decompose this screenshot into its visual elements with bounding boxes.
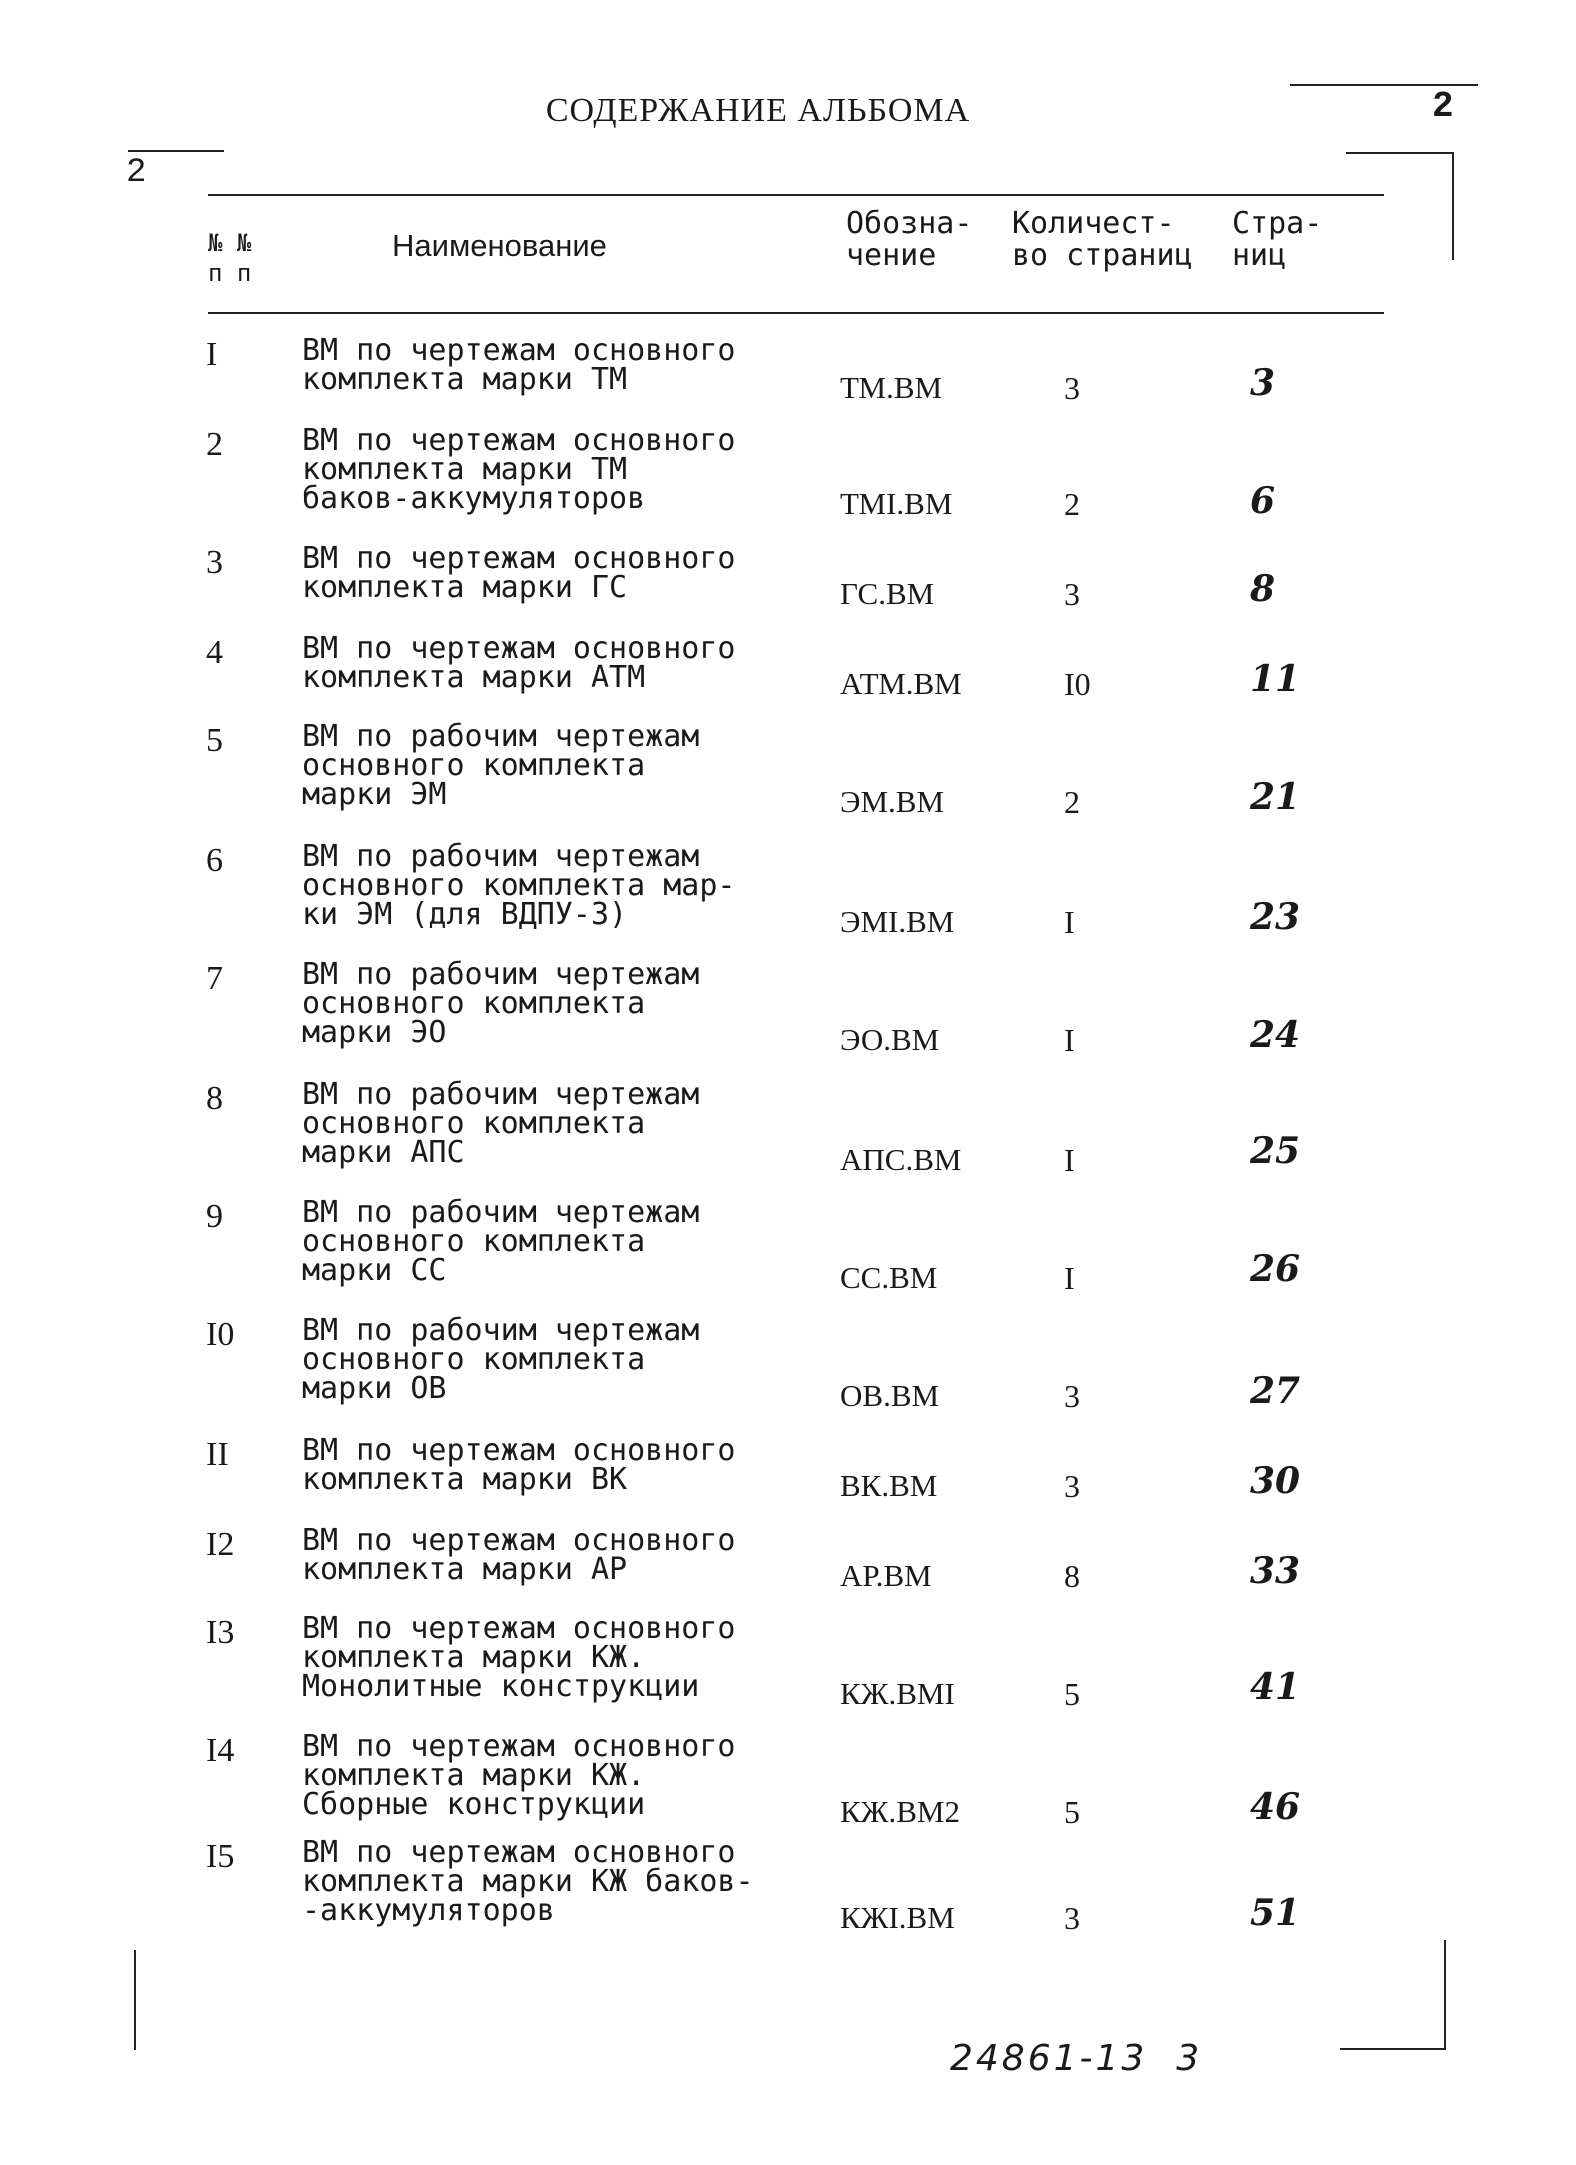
row-code: АР.ВМ (840, 1558, 932, 1593)
frame-left-bottom-vertical (134, 1950, 136, 2050)
row-count: 2 (1064, 486, 1080, 522)
row-count: 3 (1064, 1378, 1080, 1414)
row-page: 24 (1250, 1014, 1301, 1056)
row-count: 5 (1064, 1794, 1080, 1830)
row-name: ВМ по чертежам основного комплекта марки ТМ (302, 333, 736, 397)
table-header-top-rule (208, 194, 1384, 196)
frame-bottom-right-line (1340, 2048, 1446, 2050)
row-name: ВМ по чертежам основного комплекта марки ВК (302, 1433, 736, 1497)
row-number: I (206, 336, 218, 373)
table-header-bottom-rule (208, 312, 1384, 314)
sheet-number-left: 2 (126, 154, 147, 192)
row-number: 4 (206, 634, 223, 671)
row-page: 41 (1250, 1666, 1301, 1708)
row-code: СС.ВМ (840, 1260, 938, 1295)
row-page: 27 (1250, 1370, 1301, 1412)
row-count: 3 (1064, 370, 1080, 406)
row-count: I0 (1064, 666, 1091, 702)
row-count: 3 (1064, 576, 1080, 612)
row-page: 26 (1250, 1248, 1301, 1290)
row-name: ВМ по рабочим чертежам основного комплекта марки СС (302, 1195, 700, 1288)
header-name: Наименование (392, 228, 607, 263)
row-number: I4 (206, 1732, 235, 1769)
row-name: ВМ по чертежам основного комплекта марки КЖ. Сборные конструкции (302, 1729, 736, 1822)
row-code: ВК.ВМ (840, 1468, 938, 1503)
row-number: I3 (206, 1614, 235, 1651)
row-code: ОВ.ВМ (840, 1378, 940, 1413)
row-number: 8 (206, 1080, 223, 1117)
document-code: 24861-13 3 (950, 2038, 1203, 2079)
row-code: ТМI.ВМ (840, 486, 953, 521)
row-number: 6 (206, 842, 223, 879)
row-name: ВМ по рабочим чертежам основного комплекта марки ЭМ (302, 719, 700, 812)
row-name: ВМ по рабочим чертежам основного комплекта мар- ки ЭМ (для ВДПУ-3) (302, 839, 736, 932)
row-count: 3 (1064, 1900, 1080, 1936)
row-count: 5 (1064, 1676, 1080, 1712)
row-code: ТМ.ВМ (840, 370, 943, 405)
row-name: ВМ по чертежам основного комплекта марки ТМ баков-аккумуляторов (302, 423, 736, 516)
row-number: 9 (206, 1198, 223, 1235)
header-pages: Стра- ниц (1232, 206, 1323, 273)
row-name: ВМ по чертежам основного комплекта марки КЖ баков- -аккумуляторов (302, 1835, 754, 1928)
frame-right-top-line (1346, 152, 1454, 154)
page-title: СОДЕРЖАНИЕ АЛЬБОМА (545, 92, 971, 129)
row-page: 3 (1250, 362, 1276, 404)
row-page: 25 (1250, 1130, 1301, 1172)
row-name: ВМ по рабочим чертежам основного комплекта марки АПС (302, 1077, 700, 1170)
header-number: № № п п (208, 229, 252, 287)
frame-right-bottom-vertical (1444, 1940, 1446, 2050)
row-page: 21 (1250, 776, 1301, 818)
header-page-count: Количест- во страниц (1012, 206, 1193, 273)
row-count: I (1064, 1260, 1075, 1296)
row-number: I0 (206, 1316, 235, 1353)
row-page: 6 (1250, 480, 1276, 522)
row-code: ГС.ВМ (840, 576, 935, 611)
row-count: I (1064, 1022, 1075, 1058)
row-name: ВМ по чертежам основного комплекта марки АТМ (302, 631, 736, 695)
row-page: 51 (1250, 1892, 1301, 1934)
row-code: КЖ.ВМ2 (840, 1794, 960, 1829)
row-count: 2 (1064, 784, 1080, 820)
frame-top-left-line (128, 150, 224, 152)
row-code: АТМ.ВМ (840, 666, 962, 701)
row-code: КЖI.ВМ (840, 1900, 955, 1935)
row-number: I5 (206, 1838, 235, 1875)
row-number: 2 (206, 426, 223, 463)
row-name: ВМ по чертежам основного комплекта марки АР (302, 1523, 736, 1587)
row-number: 3 (206, 544, 223, 581)
row-page: 8 (1250, 568, 1276, 610)
row-page: 11 (1250, 658, 1301, 700)
row-count: 3 (1064, 1468, 1080, 1504)
row-count: 8 (1064, 1558, 1080, 1594)
header-code: Обозна- чение (846, 206, 973, 273)
row-page: 30 (1250, 1460, 1301, 1502)
row-count: I (1064, 1142, 1075, 1178)
row-page: 46 (1250, 1786, 1301, 1828)
row-page: 33 (1250, 1550, 1301, 1592)
row-name: ВМ по чертежам основного комплекта марки ГС (302, 541, 736, 605)
row-count: I (1064, 904, 1075, 940)
row-number: 5 (206, 722, 223, 759)
row-code: АПС.ВМ (840, 1142, 962, 1177)
row-code: ЭМ.ВМ (840, 784, 945, 819)
row-number: I2 (206, 1526, 235, 1563)
frame-right-top-vertical (1452, 152, 1454, 260)
row-name: ВМ по чертежам основного комплекта марки КЖ. Монолитные конструкции (302, 1611, 736, 1704)
row-page: 23 (1250, 896, 1301, 938)
row-number: 7 (206, 960, 223, 997)
row-code: КЖ.ВМI (840, 1676, 955, 1711)
sheet-number-right: 2 (1432, 86, 1454, 127)
row-code: ЭО.ВМ (840, 1022, 940, 1057)
row-name: ВМ по рабочим чертежам основного комплекта марки ЭО (302, 957, 700, 1050)
frame-top-right-line (1290, 84, 1478, 86)
row-number: II (206, 1436, 229, 1473)
row-name: ВМ по рабочим чертежам основного комплекта марки ОВ (302, 1313, 700, 1406)
row-code: ЭМI.ВМ (840, 904, 955, 939)
